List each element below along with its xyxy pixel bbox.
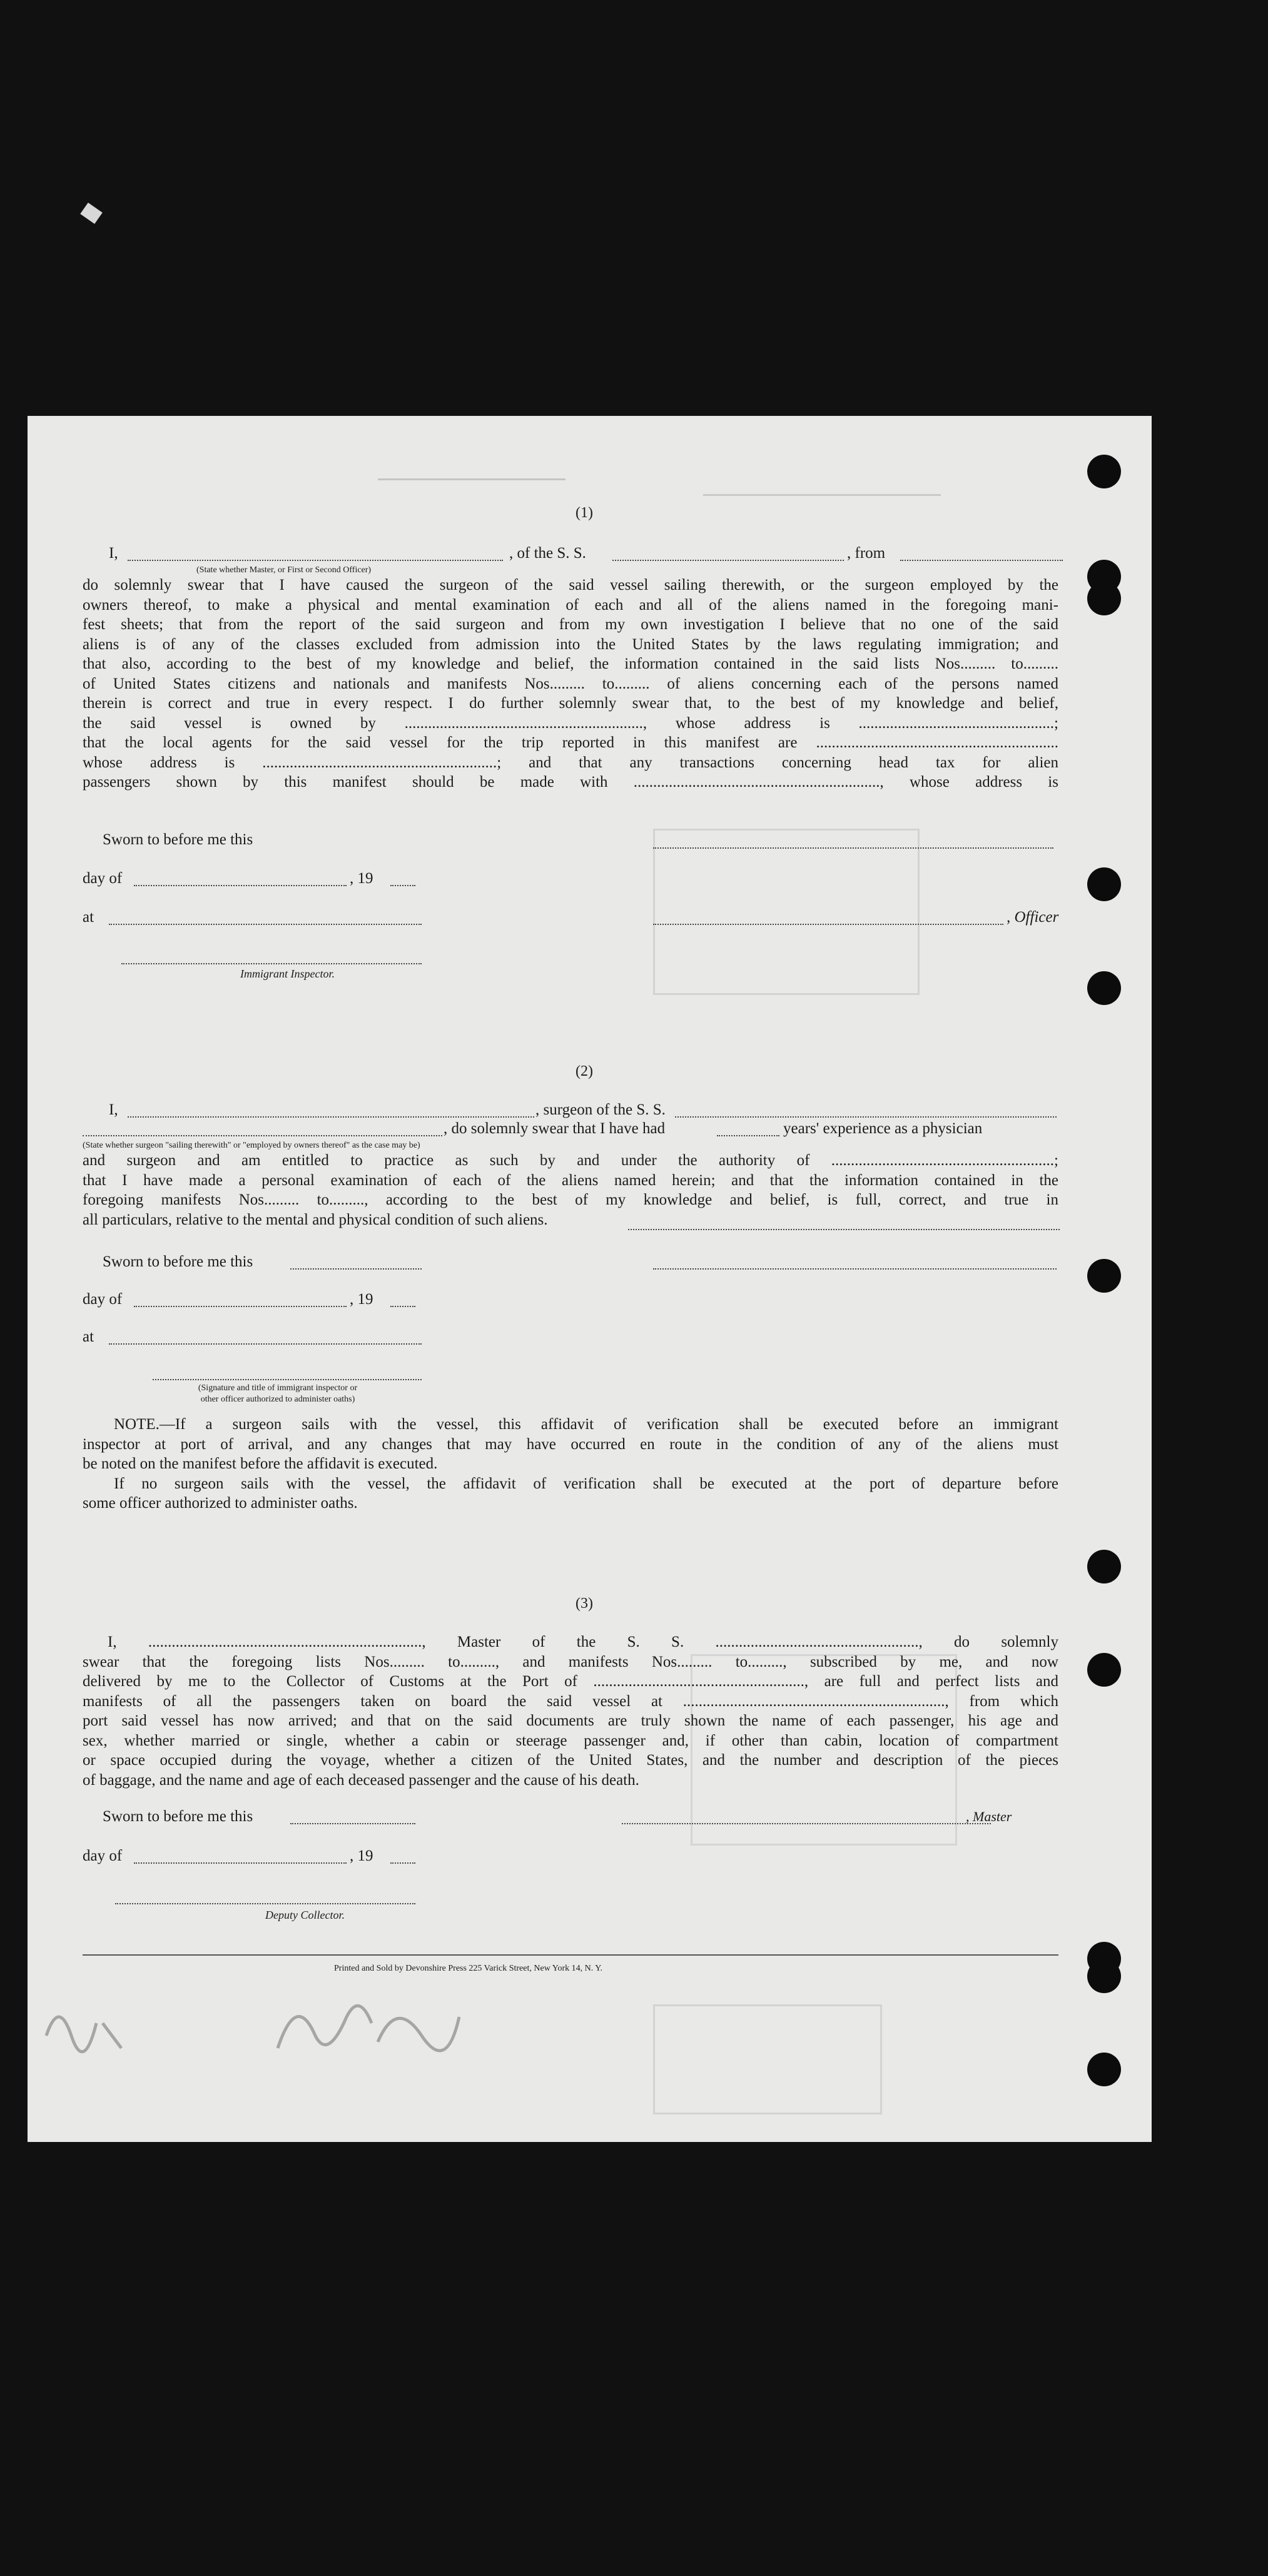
year-label: , 19 xyxy=(350,870,373,887)
fill-line xyxy=(390,885,415,886)
note-line: inspector at port of arrival, and any changes that may have occurred en route in the condition of any of the aliens must xyxy=(83,1435,1058,1453)
fill-line xyxy=(290,1268,422,1270)
oath-line: fest sheets; that from the report of the said surgeon and from my own investigation I believe that no one of the said xyxy=(83,616,1058,633)
years-experience: years' experience as a physician xyxy=(783,1120,983,1137)
fill-line xyxy=(612,560,844,561)
section-1-from: , from xyxy=(847,545,886,562)
day-of-label: day of xyxy=(83,1847,123,1864)
punch-hole xyxy=(1087,1550,1121,1583)
oath-line: that I have made a personal examination of each of the aliens named herein; and that the information contained in the xyxy=(83,1171,1058,1189)
fill-line xyxy=(134,1862,347,1864)
signature-line xyxy=(653,847,1053,849)
oath-line: I, ......................................................................, Master of the S. S. ...................................................., do solemnly xyxy=(108,1634,1058,1650)
oath-line: of baggage, and the name and age of each deceased passenger and the cause of his death. xyxy=(83,1771,639,1789)
fill-line xyxy=(675,1116,1057,1118)
sworn-label: Sworn to before me this xyxy=(103,1808,253,1825)
oath-line: the said vessel is owned by ............................................................., whose address is ..................................................; xyxy=(83,714,1058,732)
deputy-collector-label: Deputy Collector. xyxy=(265,1909,345,1921)
punch-hole xyxy=(1087,1959,1121,1993)
handwritten-scribble xyxy=(28,1967,540,2073)
signature-line xyxy=(653,924,1003,925)
oath-line: passengers shown by this manifest should be made with ..............................................................., whose address is xyxy=(83,774,1058,790)
oath-line: aliens is of any of the classes excluded from admission into the United States by the laws regulating immigration; and xyxy=(83,635,1058,653)
bleed-through-mark xyxy=(378,453,566,480)
signature-line xyxy=(628,1229,1060,1230)
oath-line: that also, according to the best of my knowledge and belief, the information contained in the said lists Nos......... to......... xyxy=(83,655,1058,672)
note-line: NOTE.—If a surgeon sails with the vessel, this affidavit of verification shall be executed before an immigrant xyxy=(114,1416,1058,1433)
signature-line xyxy=(115,1903,415,1904)
fill-line xyxy=(109,924,422,925)
fill-line xyxy=(134,1306,347,1307)
at-label: at xyxy=(83,909,94,926)
year-label: , 19 xyxy=(350,1291,373,1308)
fill-line xyxy=(290,1823,415,1824)
at-label: at xyxy=(83,1328,94,1345)
oath-line: or space occupied during the voyage, whether a citizen of the United States, and the number and description of the pieces xyxy=(83,1752,1058,1769)
oath-line: foregoing manifests Nos......... to........., according to the best of my knowledge and belief, is full, correct, and true in xyxy=(83,1191,1058,1208)
punch-hole xyxy=(1087,1259,1121,1293)
section-3-number: (3) xyxy=(576,1595,593,1612)
section-1-oath-text xyxy=(83,575,1058,792)
fill-line xyxy=(390,1862,415,1864)
sworn-label: Sworn to before me this xyxy=(103,1253,253,1270)
signature-line xyxy=(622,1823,991,1824)
section-1-i-label: I, xyxy=(109,545,118,562)
oath-line: owners thereof, to make a physical and mental examination of each and all of the aliens named in the foregoing mani- xyxy=(83,596,1058,614)
punch-hole xyxy=(1087,582,1121,615)
oath-line: of United States citizens and nationals and manifests Nos......... to......... of aliens concerning each of the persons named xyxy=(83,675,1058,692)
oath-line: that the local agents for the said vessel for the trip reported in this manifest are .............................................................. xyxy=(83,734,1058,751)
oath-line: sex, whether married or single, whether a cabin or steerage passenger and, if other than cabin, location of compartment xyxy=(83,1732,1058,1749)
section-2-number: (2) xyxy=(576,1063,593,1079)
punch-hole xyxy=(1087,867,1121,901)
signature-line xyxy=(153,1379,422,1380)
oath-line: and surgeon and am entitled to practice as such by and under the authority of .........................................................; xyxy=(83,1152,1058,1169)
note-line: some officer authorized to administer oaths. xyxy=(83,1495,358,1512)
oath-line: do solemnly swear that I have caused the surgeon of the said vessel sailing therewith, or the surgeon employed by the xyxy=(83,577,1058,593)
day-of-label: day of xyxy=(83,1291,123,1308)
section-1-of-ss: , of the S. S. xyxy=(509,545,586,562)
section-1-note: (State whether Master, or First or Second Officer) xyxy=(196,565,372,575)
section-2-i-label: I, xyxy=(109,1101,118,1118)
surgeon-note xyxy=(83,1415,1058,1513)
oath-line: manifests of all the passengers taken on board the said vessel at ..................................................................., from which xyxy=(83,1692,1058,1710)
oath-line: delivered by me to the Collector of Customs at the Port of ......................................................, are full and perfect lists and xyxy=(83,1673,1058,1690)
sworn-label: Sworn to before me this xyxy=(103,831,253,848)
punch-hole xyxy=(1087,2053,1121,2086)
oath-line: whose address is ............................................................; and that any transactions concerning head tax for alien xyxy=(83,754,1058,771)
oath-line: all particulars, relative to the mental and physical condition of such aliens. xyxy=(83,1211,548,1228)
year-label: , 19 xyxy=(350,1847,373,1864)
section-2-note: (State whether surgeon "sailing therewith" or "employed by owners thereof" as the case may be) xyxy=(83,1141,420,1150)
section-2-oath-text xyxy=(83,1151,1058,1230)
punch-hole xyxy=(1087,971,1121,1005)
master-label: , Master xyxy=(966,1809,1012,1824)
bleed-through-mark xyxy=(703,475,941,496)
manifest-page xyxy=(28,416,1152,2142)
footer-rule xyxy=(83,1954,1058,1956)
fill-line xyxy=(900,560,1063,561)
punch-hole xyxy=(1087,455,1121,488)
note-line: If no surgeon sails with the vessel, the affidavit of verification shall be executed at the port of departure before xyxy=(114,1475,1058,1492)
signature-line xyxy=(653,1268,1057,1270)
note-line: be noted on the manifest before the affidavit is executed. xyxy=(83,1455,438,1472)
printer-imprint: Printed and Sold by Devonshire Press 225 Varick Street, New York 14, N. Y. xyxy=(334,1964,603,1973)
immigrant-inspector-label: Immigrant Inspector. xyxy=(240,967,335,980)
bleed-through-mark xyxy=(653,2004,882,2114)
surgeon-of-ss: , surgeon of the S. S. xyxy=(535,1101,666,1118)
oath-line: therein is correct and true in every respect. I do further solemnly swear that, to the best of my knowledge and belief, xyxy=(83,695,1058,712)
oath-line: port said vessel has now arrived; and that on the said documents are truly shown the name of each passenger, his age and xyxy=(83,1712,1058,1729)
do-solemnly-swear: , do solemnly swear that I have had xyxy=(444,1120,666,1137)
bleed-through-mark xyxy=(653,829,920,995)
fill-line xyxy=(390,1306,415,1307)
oath-line: swear that the foregoing lists Nos......... to........., and manifests Nos......... to........., subscribed by me, and now xyxy=(83,1653,1058,1670)
fill-line xyxy=(128,1116,534,1118)
officer-label: , Officer xyxy=(1007,909,1059,926)
section-1-number: (1) xyxy=(576,505,593,521)
fill-line xyxy=(717,1135,779,1136)
signature-note: (Signature and title of immigrant inspector or other officer authorized to administer oaths) xyxy=(198,1383,358,1404)
fill-line xyxy=(134,885,347,886)
section-3-oath-text xyxy=(83,1632,1058,1790)
punch-hole xyxy=(1087,1653,1121,1687)
fill-line xyxy=(109,1343,422,1345)
film-speck xyxy=(80,203,103,224)
day-of-label: day of xyxy=(83,870,123,887)
